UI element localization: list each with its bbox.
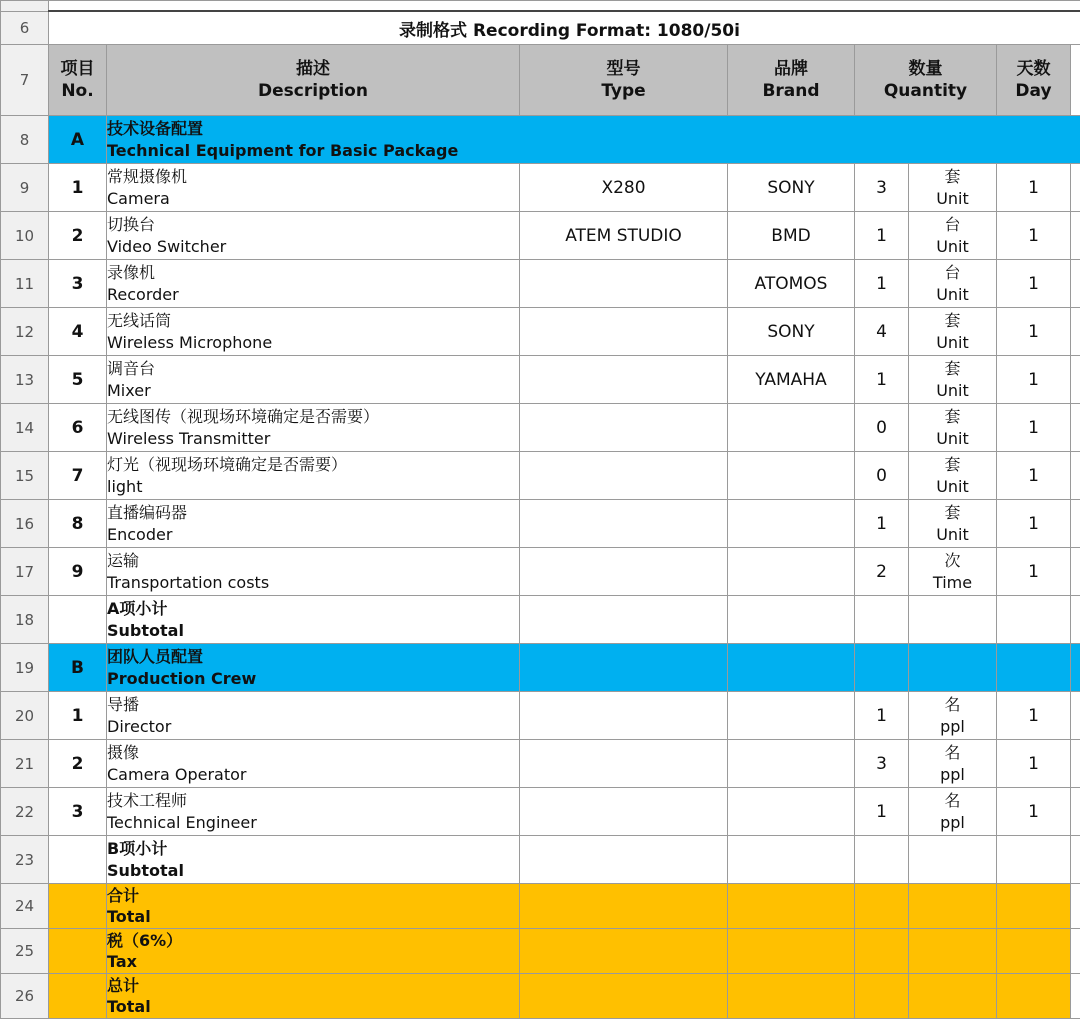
item-type[interactable] <box>520 692 728 740</box>
item-quantity[interactable]: 1 <box>855 260 909 308</box>
table-row <box>1 356 1080 404</box>
empty-cell[interactable] <box>909 836 997 884</box>
total-cell[interactable] <box>49 884 107 929</box>
header-no[interactable] <box>49 45 107 116</box>
item-type[interactable]: ATEM STUDIO <box>520 212 728 260</box>
table-row <box>1 164 1080 212</box>
subtotal-en: Subtotal <box>107 860 184 880</box>
item-quantity[interactable]: 0 <box>855 452 909 500</box>
item-description[interactable] <box>107 404 520 452</box>
row-header[interactable]: 6 <box>1 11 49 45</box>
section-cell[interactable] <box>997 644 1071 692</box>
header-no-cn: 项目 <box>60 59 95 79</box>
item-number[interactable]: 3 <box>49 260 107 308</box>
header-brand-en: Brand <box>762 81 820 101</box>
header-day-cn: 天数 <box>1016 59 1051 79</box>
item-quantity[interactable]: 3 <box>855 740 909 788</box>
item-unit[interactable] <box>909 356 997 404</box>
empty-cell[interactable] <box>855 836 909 884</box>
row-header[interactable]: 21 <box>1 740 49 788</box>
item-brand[interactable] <box>728 500 855 548</box>
item-type[interactable]: X280 <box>520 164 728 212</box>
total-cell[interactable] <box>909 974 997 1019</box>
recording-format-cell[interactable]: 录制格式 Recording Format: 1080/50i <box>49 11 1080 45</box>
item-type[interactable] <box>520 788 728 836</box>
total-cell[interactable] <box>997 929 1071 974</box>
item-desc-en: Video Switcher <box>107 236 227 256</box>
section-cell[interactable] <box>520 644 728 692</box>
empty-cell[interactable] <box>1071 596 1080 644</box>
item-number[interactable]: 2 <box>49 212 107 260</box>
empty-cell[interactable] <box>49 836 107 884</box>
header-description[interactable] <box>107 45 520 116</box>
item-unit-cn: 套 <box>944 502 961 522</box>
item-desc-en: Camera Operator <box>107 764 247 784</box>
item-day[interactable]: 1 <box>997 740 1071 788</box>
row-header[interactable]: 9 <box>1 164 49 212</box>
header-no-en: No. <box>61 81 94 101</box>
item-description[interactable] <box>107 548 520 596</box>
item-unit-en: Unit <box>936 524 969 544</box>
section-code[interactable]: A <box>49 116 107 164</box>
item-unit-en: ppl <box>940 764 965 784</box>
row-header[interactable]: 8 <box>1 116 49 164</box>
subtotal-row <box>1 836 1080 884</box>
empty-cell[interactable] <box>728 836 855 884</box>
item-day[interactable]: 1 <box>997 788 1071 836</box>
total-cell[interactable] <box>728 974 855 1019</box>
item-type[interactable] <box>520 260 728 308</box>
total-cell[interactable] <box>909 884 997 929</box>
item-brand[interactable]: SONY <box>728 308 855 356</box>
top-row <box>1 1 1080 12</box>
total-row <box>1 974 1080 1019</box>
item-description[interactable] <box>107 164 520 212</box>
item-desc-en: Technical Engineer <box>107 812 257 832</box>
subtotal-row <box>1 596 1080 644</box>
section-a-row <box>1 116 1080 164</box>
section-title-cn: 团队人员配置 <box>107 646 204 666</box>
item-day[interactable]: 1 <box>997 548 1071 596</box>
item-type[interactable] <box>520 308 728 356</box>
item-description[interactable] <box>107 308 520 356</box>
item-desc-en: Mixer <box>107 380 151 400</box>
item-type[interactable] <box>520 452 728 500</box>
item-description[interactable] <box>107 788 520 836</box>
item-number[interactable]: 5 <box>49 356 107 404</box>
empty-cell[interactable] <box>1071 45 1080 116</box>
section-row <box>1 644 1080 692</box>
item-unit[interactable] <box>909 164 997 212</box>
item-type[interactable] <box>520 500 728 548</box>
empty-cell[interactable] <box>49 596 107 644</box>
item-unit-en: Unit <box>936 476 969 496</box>
empty-cell[interactable] <box>1071 836 1080 884</box>
item-type[interactable] <box>520 404 728 452</box>
item-day[interactable]: 1 <box>997 404 1071 452</box>
item-unit[interactable] <box>909 500 997 548</box>
item-desc-cn: 直播编码器 <box>107 502 188 522</box>
header-type-cn: 型号 <box>606 59 641 79</box>
subtotal-label[interactable] <box>107 596 520 644</box>
total-label[interactable] <box>107 974 520 1019</box>
row-header[interactable]: 13 <box>1 356 49 404</box>
format-row <box>1 11 1080 45</box>
row-header[interactable]: 16 <box>1 500 49 548</box>
subtotal-cn: B项小计 <box>107 838 168 858</box>
total-label-cn: 合计 <box>107 886 140 905</box>
item-brand[interactable] <box>728 404 855 452</box>
item-number[interactable]: 2 <box>49 740 107 788</box>
header-day-en: Day <box>1015 81 1052 101</box>
item-description[interactable] <box>107 740 520 788</box>
row-header[interactable]: 14 <box>1 404 49 452</box>
empty-cell[interactable] <box>1071 164 1080 212</box>
item-brand[interactable]: YAMAHA <box>728 356 855 404</box>
item-number[interactable]: 4 <box>49 308 107 356</box>
total-row <box>1 884 1080 929</box>
item-desc-cn: 录像机 <box>107 262 156 282</box>
item-day[interactable]: 1 <box>997 212 1071 260</box>
empty-cell[interactable] <box>997 836 1071 884</box>
item-number[interactable]: 8 <box>49 500 107 548</box>
table-row <box>1 692 1080 740</box>
item-quantity[interactable]: 0 <box>855 404 909 452</box>
header-brand[interactable] <box>728 45 855 116</box>
row-header[interactable]: 20 <box>1 692 49 740</box>
table-row <box>1 308 1080 356</box>
header-row <box>1 45 1080 116</box>
item-desc-cn: 调音台 <box>107 358 156 378</box>
item-unit-cn: 台 <box>944 214 961 234</box>
item-unit-cn: 套 <box>944 166 961 186</box>
item-description[interactable] <box>107 260 520 308</box>
row-header[interactable]: 12 <box>1 308 49 356</box>
item-unit-en: Unit <box>936 428 969 448</box>
item-day[interactable]: 1 <box>997 500 1071 548</box>
item-description[interactable] <box>107 500 520 548</box>
empty-cell[interactable] <box>1071 260 1080 308</box>
item-desc-cn: 灯光（视现场环境确定是否需要） <box>107 454 348 474</box>
item-unit[interactable] <box>909 692 997 740</box>
empty-cell[interactable] <box>1071 974 1080 1019</box>
item-number[interactable]: 9 <box>49 548 107 596</box>
table-row <box>1 548 1080 596</box>
row-header[interactable]: 23 <box>1 836 49 884</box>
total-row <box>1 929 1080 974</box>
item-desc-en: Director <box>107 716 172 736</box>
empty-cell[interactable] <box>1071 500 1080 548</box>
item-unit[interactable] <box>909 308 997 356</box>
section-title-cn: 技术设备配置 <box>107 118 204 138</box>
table-row <box>1 788 1080 836</box>
total-cell[interactable] <box>855 884 909 929</box>
item-unit-en: Time <box>932 572 973 592</box>
item-day[interactable]: 1 <box>997 452 1071 500</box>
empty-cell[interactable] <box>1071 740 1080 788</box>
row-header[interactable]: 19 <box>1 644 49 692</box>
header-desc-en: Description <box>258 81 368 101</box>
section-cell[interactable] <box>1071 644 1080 692</box>
empty-cell[interactable] <box>1071 548 1080 596</box>
total-label-en: Tax <box>107 952 137 971</box>
item-number[interactable]: 1 <box>49 164 107 212</box>
item-unit-cn: 次 <box>944 550 961 570</box>
item-desc-cn: 导播 <box>107 694 140 714</box>
section-title[interactable] <box>107 644 520 692</box>
total-label[interactable] <box>107 884 520 929</box>
item-description[interactable] <box>107 452 520 500</box>
row-header[interactable]: 15 <box>1 452 49 500</box>
subtotal-en: Subtotal <box>107 620 184 640</box>
empty-cell[interactable] <box>520 596 728 644</box>
item-quantity[interactable]: 2 <box>855 548 909 596</box>
subtotal-label[interactable] <box>107 836 520 884</box>
total-label-cn: 总计 <box>107 976 140 995</box>
item-brand[interactable]: SONY <box>728 164 855 212</box>
total-label-en: Total <box>107 997 151 1016</box>
row-header[interactable]: 25 <box>1 929 49 974</box>
row-header[interactable]: 24 <box>1 884 49 929</box>
item-brand[interactable]: ATOMOS <box>728 260 855 308</box>
total-label-en: Total <box>107 907 151 926</box>
item-quantity[interactable]: 1 <box>855 356 909 404</box>
empty-cell[interactable] <box>520 836 728 884</box>
row-header[interactable]: 18 <box>1 596 49 644</box>
section-code[interactable]: B <box>49 644 107 692</box>
empty-cell[interactable] <box>1071 884 1080 929</box>
item-unit-en: Unit <box>936 380 969 400</box>
item-brand[interactable] <box>728 452 855 500</box>
item-number[interactable]: 1 <box>49 692 107 740</box>
item-number[interactable]: 3 <box>49 788 107 836</box>
empty-cell[interactable] <box>1071 692 1080 740</box>
item-unit-cn: 套 <box>944 358 961 378</box>
item-type[interactable] <box>520 740 728 788</box>
item-quantity[interactable]: 1 <box>855 212 909 260</box>
row-header[interactable]: 10 <box>1 212 49 260</box>
item-brand[interactable] <box>728 740 855 788</box>
item-desc-cn: 摄像 <box>107 742 140 762</box>
item-unit[interactable] <box>909 212 997 260</box>
item-description[interactable] <box>107 212 520 260</box>
total-label-cn: 税（6%） <box>107 931 183 950</box>
item-desc-en: Wireless Microphone <box>107 332 273 352</box>
item-type[interactable] <box>520 548 728 596</box>
header-day[interactable] <box>997 45 1071 116</box>
total-cell[interactable] <box>855 929 909 974</box>
item-brand[interactable] <box>728 692 855 740</box>
total-cell[interactable] <box>855 974 909 1019</box>
table-row <box>1 452 1080 500</box>
row-header[interactable]: 17 <box>1 548 49 596</box>
item-desc-cn: 切换台 <box>107 214 156 234</box>
item-desc-cn: 技术工程师 <box>107 790 188 810</box>
total-label[interactable] <box>107 929 520 974</box>
empty-cell[interactable] <box>1071 356 1080 404</box>
item-unit[interactable] <box>909 740 997 788</box>
item-brand[interactable] <box>728 548 855 596</box>
item-desc-cn: 常规摄像机 <box>107 166 188 186</box>
total-cell[interactable] <box>520 929 728 974</box>
item-desc-en: Encoder <box>107 524 173 544</box>
top-cell[interactable] <box>49 1 1080 12</box>
header-type-en: Type <box>601 81 646 101</box>
table-row <box>1 404 1080 452</box>
item-unit-cn: 台 <box>944 262 961 282</box>
item-desc-cn: 无线图传（视现场环境确定是否需要） <box>107 406 380 426</box>
item-unit-cn: 名 <box>944 742 961 762</box>
header-qty-cn: 数量 <box>908 59 943 79</box>
item-desc-en: light <box>107 476 143 496</box>
item-desc-en: Wireless Transmitter <box>107 428 271 448</box>
total-cell[interactable] <box>728 929 855 974</box>
total-cell[interactable] <box>49 929 107 974</box>
table-row <box>1 260 1080 308</box>
item-unit[interactable] <box>909 404 997 452</box>
item-unit-en: Unit <box>936 188 969 208</box>
total-cell[interactable] <box>728 884 855 929</box>
item-day[interactable]: 1 <box>997 356 1071 404</box>
section-cell[interactable] <box>855 644 909 692</box>
item-desc-en: Transportation costs <box>107 572 270 592</box>
item-day[interactable]: 1 <box>997 260 1071 308</box>
header-brand-cn: 品牌 <box>774 59 808 79</box>
item-quantity[interactable]: 1 <box>855 692 909 740</box>
item-unit-cn: 名 <box>944 694 961 714</box>
item-quantity[interactable]: 1 <box>855 788 909 836</box>
item-day[interactable]: 1 <box>997 164 1071 212</box>
header-desc-cn: 描述 <box>296 59 330 79</box>
section-title[interactable] <box>107 116 1080 164</box>
item-unit-en: ppl <box>940 716 965 736</box>
item-unit[interactable] <box>909 548 997 596</box>
item-description[interactable] <box>107 356 520 404</box>
empty-cell[interactable] <box>997 596 1071 644</box>
section-cell[interactable] <box>909 644 997 692</box>
row-header[interactable]: 7 <box>1 45 49 116</box>
row-header[interactable]: 26 <box>1 974 49 1019</box>
item-unit[interactable] <box>909 260 997 308</box>
empty-cell[interactable] <box>1071 308 1080 356</box>
item-type[interactable] <box>520 356 728 404</box>
item-day[interactable]: 1 <box>997 308 1071 356</box>
subtotal-cn: A项小计 <box>107 598 168 618</box>
item-unit-cn: 套 <box>944 454 961 474</box>
empty-cell[interactable] <box>855 596 909 644</box>
table-row <box>1 740 1080 788</box>
section-title-en: Production Crew <box>107 668 257 688</box>
item-desc-cn: 无线话筒 <box>107 310 172 330</box>
table-row <box>1 212 1080 260</box>
item-unit-cn: 套 <box>944 406 961 426</box>
item-desc-en: Recorder <box>107 284 179 304</box>
section-title-en: Technical Equipment for Basic Package <box>107 140 459 160</box>
item-quantity[interactable]: 4 <box>855 308 909 356</box>
empty-cell[interactable] <box>1071 929 1080 974</box>
item-description[interactable] <box>107 692 520 740</box>
empty-cell[interactable] <box>1071 452 1080 500</box>
table-row <box>1 500 1080 548</box>
section-cell[interactable] <box>728 644 855 692</box>
item-unit-en: Unit <box>936 332 969 352</box>
total-cell[interactable] <box>909 929 997 974</box>
total-cell[interactable] <box>49 974 107 1019</box>
item-number[interactable]: 6 <box>49 404 107 452</box>
item-unit[interactable] <box>909 788 997 836</box>
header-quantity[interactable] <box>855 45 997 116</box>
row-header[interactable]: 22 <box>1 788 49 836</box>
item-desc-en: Camera <box>107 188 170 208</box>
header-type[interactable] <box>520 45 728 116</box>
empty-cell[interactable] <box>1071 212 1080 260</box>
item-number[interactable]: 7 <box>49 452 107 500</box>
row-header[interactable]: 11 <box>1 260 49 308</box>
item-unit-en: ppl <box>940 812 965 832</box>
empty-cell[interactable] <box>1071 788 1080 836</box>
item-quantity[interactable]: 1 <box>855 500 909 548</box>
item-brand[interactable]: BMD <box>728 212 855 260</box>
total-cell[interactable] <box>520 974 728 1019</box>
item-quantity[interactable]: 3 <box>855 164 909 212</box>
item-brand[interactable] <box>728 788 855 836</box>
item-unit[interactable] <box>909 452 997 500</box>
item-day[interactable]: 1 <box>997 692 1071 740</box>
total-cell[interactable] <box>520 884 728 929</box>
total-cell[interactable] <box>997 884 1071 929</box>
empty-cell[interactable] <box>909 596 997 644</box>
item-desc-cn: 运输 <box>107 550 140 570</box>
item-unit-cn: 套 <box>944 310 961 330</box>
header-qty-en: Quantity <box>883 81 968 101</box>
total-cell[interactable] <box>997 974 1071 1019</box>
item-unit-en: Unit <box>936 284 969 304</box>
empty-cell[interactable] <box>728 596 855 644</box>
empty-cell[interactable] <box>1071 404 1080 452</box>
row-header[interactable] <box>1 1 49 12</box>
item-unit-cn: 名 <box>944 790 961 810</box>
item-unit-en: Unit <box>936 236 969 256</box>
